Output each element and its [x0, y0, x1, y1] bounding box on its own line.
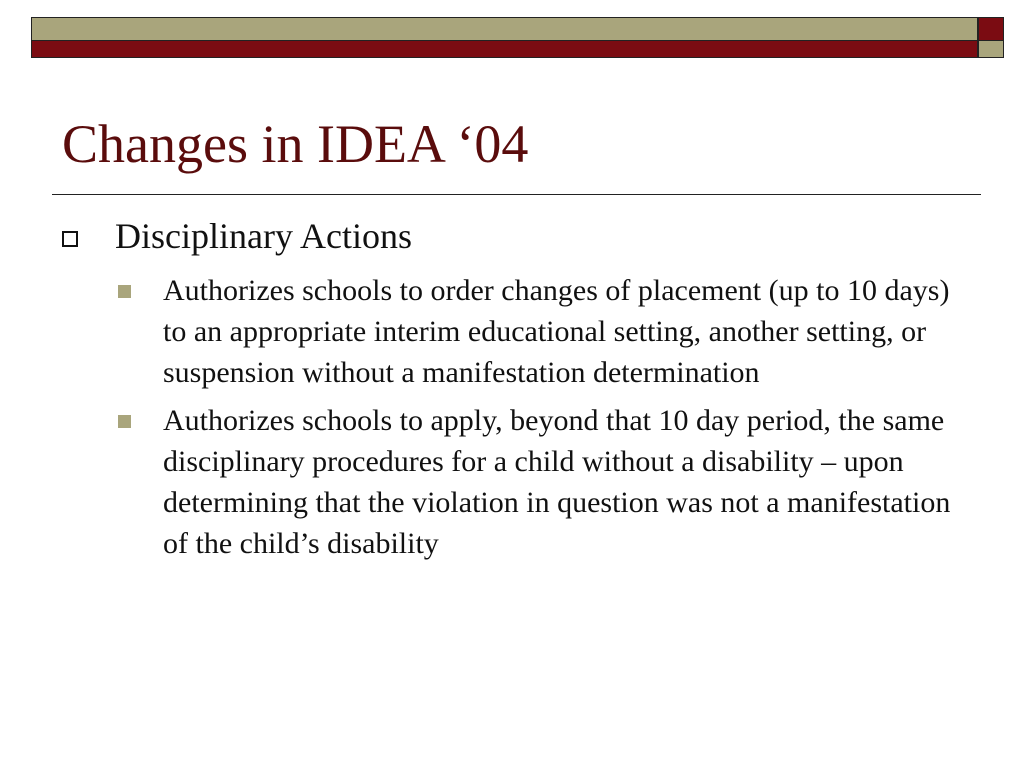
slide-title: Changes in IDEA ‘04	[62, 114, 529, 174]
bullet-level1-text: Disciplinary Actions	[115, 216, 412, 256]
subbullet-item	[118, 400, 968, 564]
hollow-square-bullet-icon	[62, 231, 78, 247]
banner-corner-maroon	[978, 17, 1004, 41]
filled-square-bullet-icon	[118, 285, 131, 298]
banner-corner-olive	[978, 41, 1004, 58]
bullet-level1	[62, 213, 962, 259]
filled-square-bullet-icon	[118, 415, 131, 428]
banner-maroon-bar	[31, 41, 978, 58]
subbullet-text: Authorizes schools to apply, beyond that 10 day period, the same disciplinary procedures for a child without a disability – upon determining that the violation in question was not a manifestation of the child’s disability	[163, 404, 951, 560]
banner-olive-bar	[31, 17, 978, 41]
subbullet-item	[118, 270, 968, 393]
title-divider	[52, 194, 981, 195]
subbullet-list	[118, 270, 968, 571]
subbullet-text: Authorizes schools to order changes of placement (up to 10 days) to an appropriate interim educational setting, another setting, or suspension without a manifestation determination	[163, 274, 950, 389]
